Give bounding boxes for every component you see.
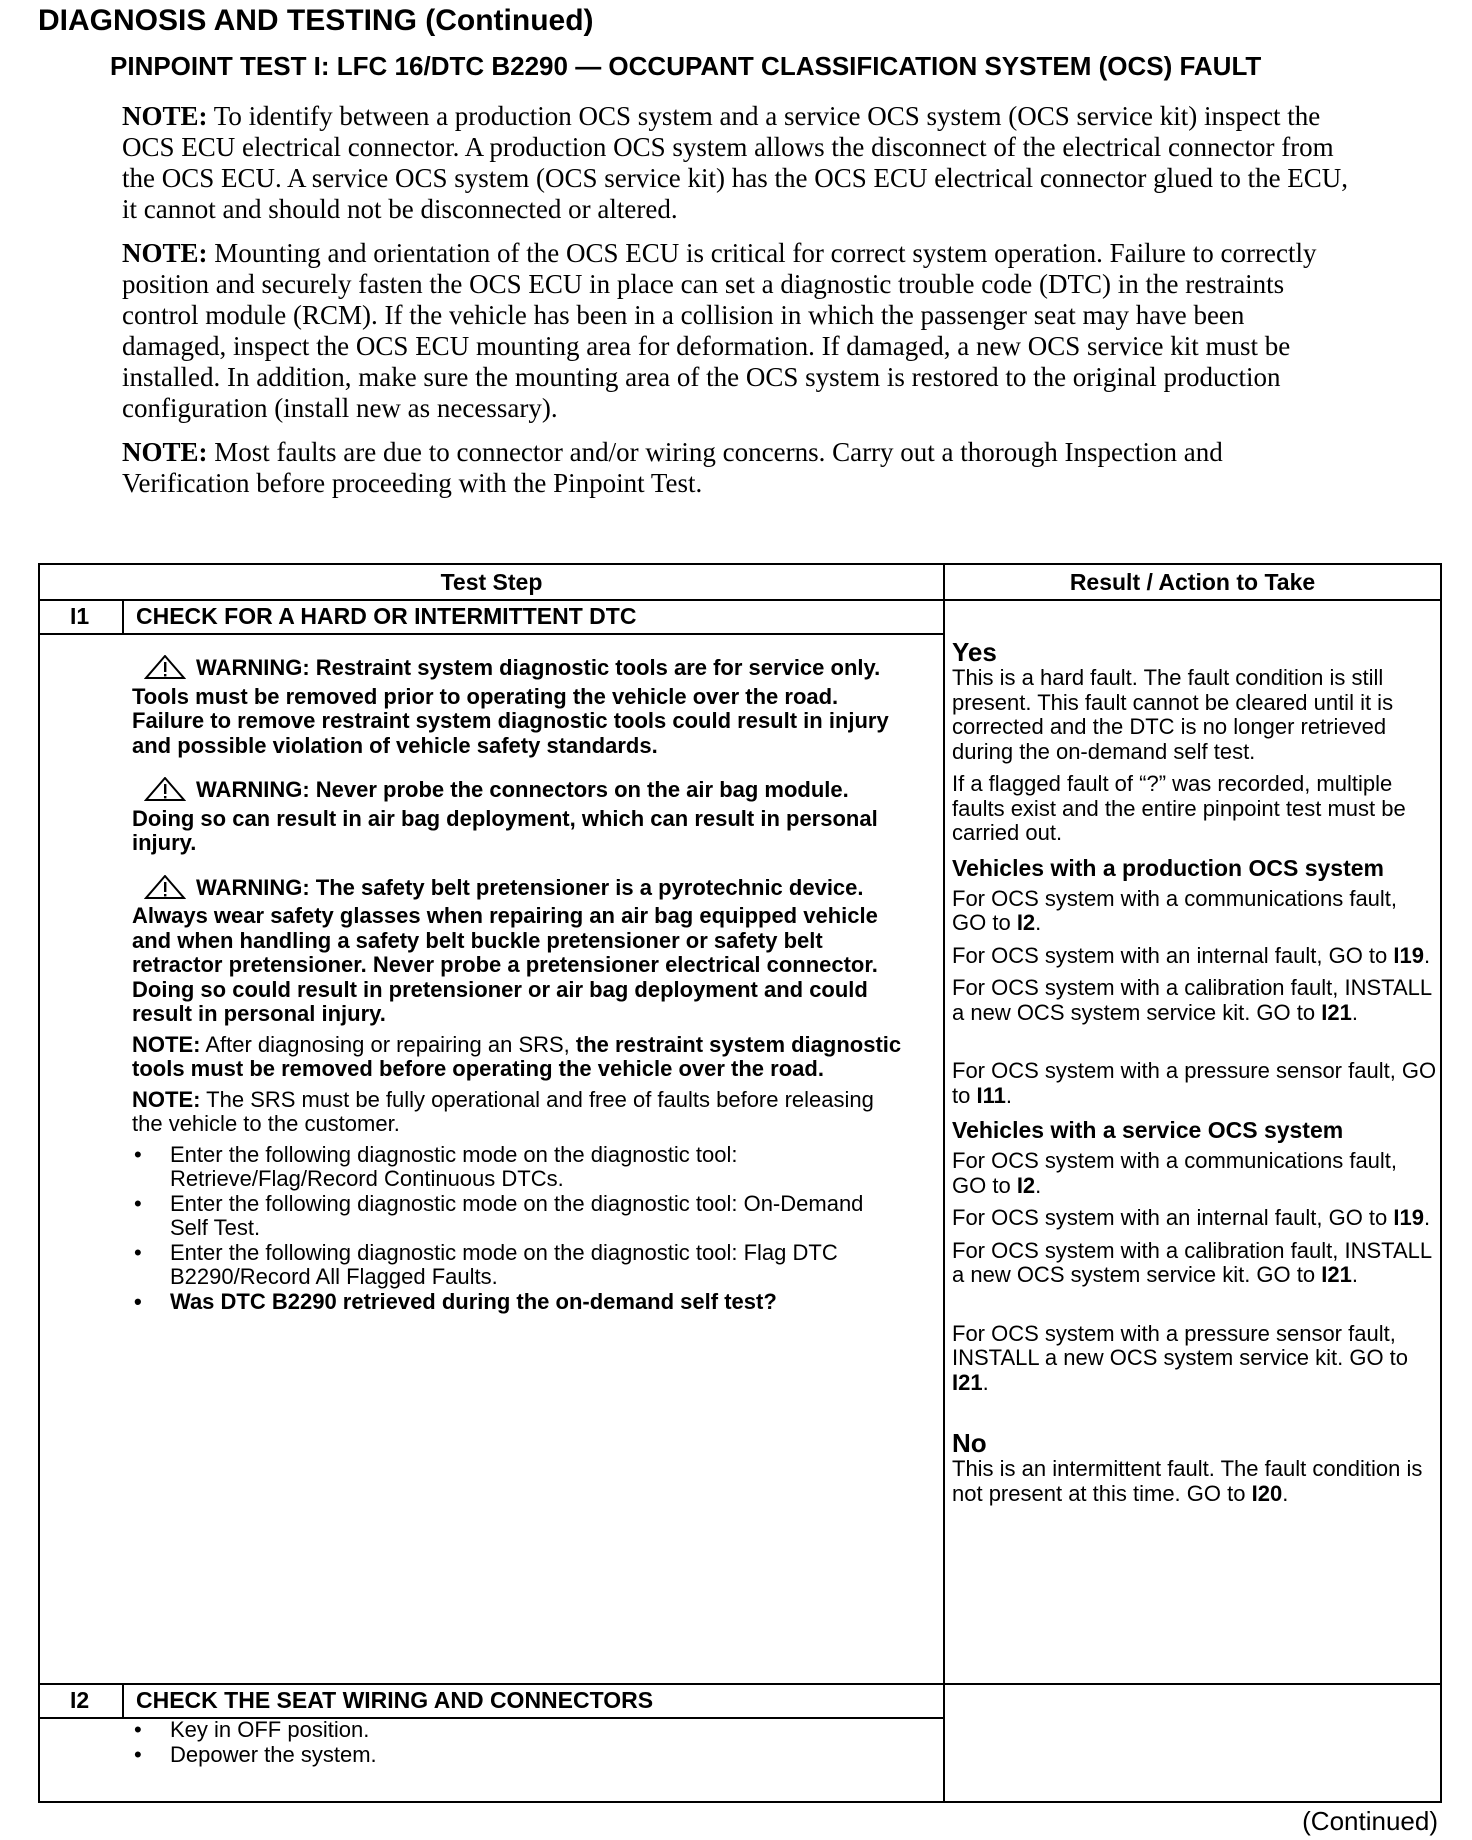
section-title: DIAGNOSIS AND TESTING (Continued) <box>38 4 594 37</box>
step-note-srs-tools: NOTE: After diagnosing or repairing an SRS, the restraint system diagnostic tools must be removed before operating the vehicle over the road. <box>132 1031 902 1081</box>
goto-i2-link[interactable]: I2 <box>1016 910 1036 935</box>
result-yes-text: This is a hard fault. The fault condition is still present. This fault cannot be cleared until it is corrected and the DTC is no longer retrieved during the on-demand self test. <box>952 665 1394 764</box>
intro-note-2: NOTE: Mounting and orientation of the OCS ECU is critical for correct system operation. Failure to correctly position and securely fasten the OCS ECU in place can set a diagnostic trouble code (DTC) in the restraints control module (RCM). If the vehicle has been in a collision in which the passenger seat may have been damaged, inspect the OCS ECU mounting area for deformation. If damaged, a new OCS service kit must be installed. In addition, make sure the mounting area of the OCS system is restored to the original production configuration (install new as necessary). <box>122 238 1317 423</box>
list-item: • Enter the following diagnostic mode on the diagnostic tool: On-Demand Self Test. <box>132 1192 907 1241</box>
goto-i19-link[interactable]: I19 <box>1393 942 1424 968</box>
column-header-test-step: Test Step <box>440 569 543 595</box>
step-title-i1: CHECK FOR A HARD OR INTERMITTENT DTC <box>136 603 637 629</box>
production-pressure-sensor-fault: For OCS system with a pressure sensor fault, GO to I11. <box>952 1058 1437 1108</box>
goto-i11-link[interactable]: I11 <box>976 1082 1006 1108</box>
result-no-text: This is an intermittent fault. The fault condition is not present at this time. GO to I20. <box>952 1456 1423 1506</box>
step-i1-results <box>952 638 1437 1514</box>
result-flagged-text: If a flagged fault of “?” was recorded, multiple faults exist and the entire pinpoint test must be carried out. <box>952 771 1406 845</box>
table-rule <box>40 1683 1440 1685</box>
service-calibration-fault: For OCS system with a calibration fault, INSTALL a new OCS system service kit. GO to I21. <box>952 1237 1432 1287</box>
warning-triangle-icon <box>144 777 186 807</box>
step-id-divider <box>122 599 124 633</box>
production-internal-fault: For OCS system with an internal fault, GO to I19. <box>952 942 1431 968</box>
goto-i19-link[interactable]: I19 <box>1393 1205 1424 1230</box>
list-item: • Depower the system. <box>132 1743 907 1768</box>
warning-probe-connectors: WARNING: Never probe the connectors on the air bag module. Doing so can result in air bag deployment, which can result in personal injury. <box>132 777 878 855</box>
step-id-divider <box>122 1683 124 1717</box>
warning-pretensioner: WARNING: The safety belt pretensioner is a pyrotechnic device. Always wear safety glasses when repairing an air bag equipped vehicle and when handling a safety belt buckle pretensioner or safety belt retractor pretensioner. Never probe a pretensioner electrical connector. Doing so could result in pretensioner or air bag deployment and could result in personal injury. <box>132 874 878 1026</box>
warning-diagnostic-tools: WARNING: Restraint system diagnostic tools are for service only. Tools must be removed prior to operating the vehicle over the road. Failure to remove restraint system diagnostic tools could result in injury and possible violation of vehicle safety standards. <box>132 655 889 758</box>
step-id-i1: I1 <box>70 603 90 629</box>
step-title-i2: CHECK THE SEAT WIRING AND CONNECTORS <box>136 1687 654 1713</box>
service-communications-fault: For OCS system with a communications fault, GO to I2. <box>952 1148 1398 1198</box>
column-divider <box>943 565 945 1801</box>
goto-i20-link[interactable]: I20 <box>1251 1480 1283 1506</box>
pinpoint-test-title: PINPOINT TEST I: LFC 16/DTC B2290 — OCCUPANT CLASSIFICATION SYSTEM (OCS) FAULT <box>110 51 1262 81</box>
continued-label: (Continued) <box>1302 1806 1438 1836</box>
result-yes-heading: Yes <box>952 637 997 667</box>
table-rule <box>40 599 1440 601</box>
step-id-i2: I2 <box>70 1687 90 1713</box>
goto-i21-link[interactable]: I21 <box>1321 1262 1352 1287</box>
list-item-question: • Was DTC B2290 retrieved during the on-demand self test? <box>132 1290 907 1315</box>
intro-note-3: NOTE: Most faults are due to connector and/or wiring concerns. Carry out a thorough Inspection and Verification before proceeding with the Pinpoint Test. <box>122 437 1223 498</box>
production-calibration-fault: For OCS system with a calibration fault, INSTALL a new OCS system service kit. GO to I21. <box>952 975 1432 1025</box>
step-i1-bullet-list <box>132 1143 907 1315</box>
warning-triangle-icon <box>144 875 186 905</box>
warning-triangle-icon <box>144 655 186 685</box>
production-communications-fault: For OCS system with a communications fault, GO to I2. <box>952 885 1398 935</box>
intro-note-1: NOTE: To identify between a production OCS system and a service OCS system (OCS service kit) inspect the OCS ECU electrical connector. A production OCS system allows the disconnect of the electrical connector from the OCS ECU. A service OCS system (OCS service kit) has the OCS ECU electrical connector glued to the ECU, it cannot and should not be disconnected or altered. <box>122 101 1349 224</box>
step-i2-bullet-list <box>132 1718 907 1767</box>
table-rule <box>40 633 943 635</box>
step-note-srs-operational: NOTE: The SRS must be fully operational and free of faults before releasing the vehicle to the customer. <box>132 1086 874 1136</box>
list-item: • Enter the following diagnostic mode on the diagnostic tool: Retrieve/Flag/Record Continuous DTCs. <box>132 1143 907 1192</box>
production-ocs-heading: Vehicles with a production OCS system <box>952 854 1385 881</box>
result-no-heading: No <box>952 1428 987 1458</box>
step-i2-instructions <box>132 1718 907 1767</box>
list-item: • Key in OFF position. <box>132 1718 907 1743</box>
intro-notes <box>122 101 1352 512</box>
service-ocs-heading: Vehicles with a service OCS system <box>952 1117 1344 1143</box>
step-i1-instructions <box>132 655 907 1314</box>
service-internal-fault: For OCS system with an internal fault, GO to I19. <box>952 1205 1431 1230</box>
goto-i21-link[interactable]: I21 <box>1321 999 1352 1025</box>
column-header-result: Result / Action to Take <box>1069 569 1316 595</box>
goto-i21-link[interactable]: I21 <box>952 1369 983 1395</box>
goto-i2-link[interactable]: I2 <box>1016 1172 1036 1198</box>
list-item: • Enter the following diagnostic mode on the diagnostic tool: Flag DTC B2290/Record All Flagged Faults. <box>132 1241 907 1290</box>
service-pressure-sensor-fault: For OCS system with a pressure sensor fault, INSTALL a new OCS system service kit. GO to I21. <box>952 1320 1409 1395</box>
